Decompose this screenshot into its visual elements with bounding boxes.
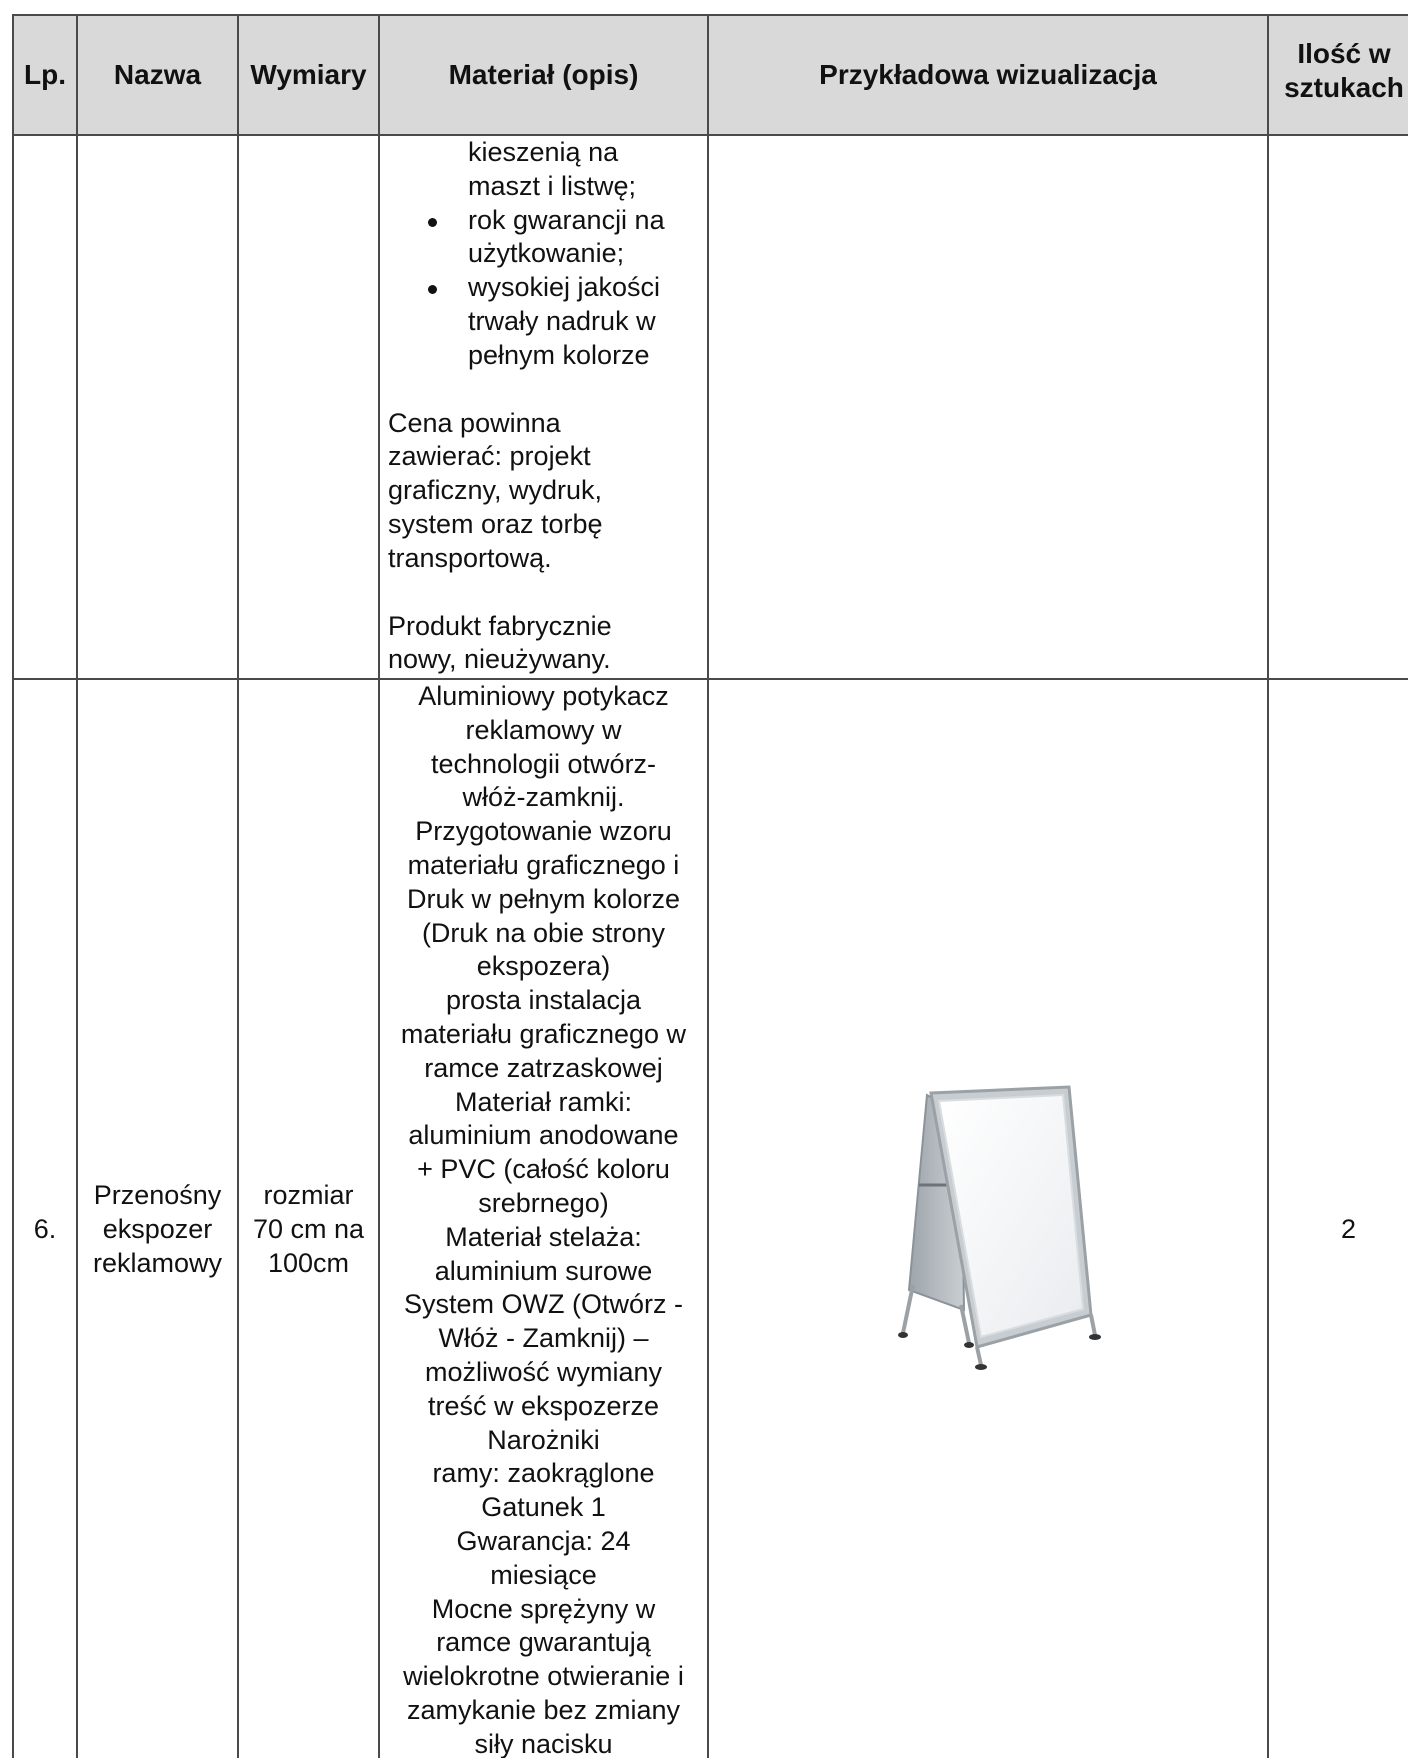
text-line: rok gwarancji na [468,204,665,235]
text-line: trwały nadruk w [468,305,656,336]
row1-wymiary-cell [238,135,379,679]
text-line: możliwość wymiany [424,1356,663,1387]
text-line: reklamowy w [465,714,622,745]
table-row [13,135,1408,679]
row1-material-list [388,136,699,373]
text-line: aluminium surowe [434,1255,653,1286]
text-line: ekspozer [102,1214,213,1245]
text-line: transportową. [388,542,552,573]
row1-nazwa-cell [77,135,238,679]
text-line: włóż-zamknij. [462,782,625,813]
text-line: Cena powinna [388,407,561,438]
text-line: System OWZ (Otwórz - [404,1289,683,1320]
text-line: treść w ekspozerze [427,1390,660,1421]
product-paragraph [388,610,699,678]
text-line: Mocne sprężyny w [431,1593,656,1624]
text-line: wielokrotne otwieranie i [403,1661,684,1692]
row2-material-cell [379,679,708,1758]
header-lp: Lp. [13,15,77,135]
a-frame-stand-image [869,1085,1129,1375]
text-line: maszt i listwę; [468,170,637,201]
text-line: Włóż - Zamknij) – [438,1323,649,1354]
header-wizualizacja: Przykładowa wizualizacja [708,15,1268,135]
header-material: Materiał (opis) [379,15,708,135]
text-line: (Druk na obie strony [421,917,666,948]
text-line: srebrnego) [478,1187,609,1218]
header-ilosc-text: Ilość w sztukach [1284,38,1404,103]
row2-lp-cell: 6. [13,679,77,1758]
row2-wizualizacja-cell [708,679,1268,1758]
list-item [468,204,699,272]
text-line: zawierać: projekt [388,441,591,472]
table-header-row [13,15,1408,135]
text-line: zamykanie bez zmiany [406,1694,681,1725]
text-line: Produkt fabrycznie [388,610,612,641]
text-line: użytkowanie; [468,238,625,269]
row1-ilosc-cell [1268,135,1408,679]
text-line: prosta instalacja [445,985,642,1016]
text-line: materiału graficznego i [407,849,680,880]
text-line: nowy, nieużywany. [388,644,611,675]
text-line: reklamowy [92,1247,223,1278]
text-line: technologii otwórz- [430,748,657,779]
text-line: Przenośny [93,1180,222,1211]
text-line: + PVC (całość koloru [417,1154,670,1185]
text-line: ramce gwarantują [436,1627,651,1658]
text-line: Narożniki [487,1424,600,1455]
quantity-value: 2 [1341,1214,1357,1245]
text-line: ramy: zaokrąglone [432,1458,655,1489]
text-line: Druk w pełnym kolorze [406,883,681,914]
text-line: Gwarancja: 24 [456,1525,631,1556]
text-line: Materiał stelaża: [445,1221,642,1252]
row2-material-text [384,680,703,1758]
row2-ilosc-cell [1268,679,1408,1758]
text-line: aluminium anodowane [408,1120,679,1151]
text-line: Przygotowanie wzoru [415,816,672,847]
text-line: system oraz torbę [388,508,603,539]
row1-material-cell [379,135,708,679]
row1-wizualizacja-cell [708,135,1268,679]
price-paragraph [388,407,699,576]
row2-wymiary-cell [238,679,379,1758]
header-wymiary: Wymiary [238,15,379,135]
text-line: siły nacisku [474,1728,613,1758]
text-line: pełnym kolorze [468,339,650,370]
text-line: rozmiar [263,1180,354,1211]
specification-table [12,14,1408,1758]
text-line: Aluminiowy potykacz [418,681,669,711]
table-row [13,679,1408,1758]
text-line: kieszenią na [468,137,619,167]
text-line: 70 cm na [252,1214,365,1245]
row2-nazwa-cell [77,679,238,1758]
text-line: ramce zatrzaskowej [424,1052,663,1083]
list-item [468,271,699,372]
list-item [468,136,699,204]
text-line: Gatunek 1 [481,1492,606,1523]
text-line: graficzny, wydruk, [388,475,603,506]
row1-lp-cell [13,135,77,679]
header-ilosc [1268,15,1408,135]
header-nazwa: Nazwa [77,15,238,135]
text-line: Materiał ramki: [454,1086,633,1117]
text-line: materiału graficznego w [400,1018,687,1049]
text-line: wysokiej jakości [468,272,661,303]
text-line: ekspozera) [476,951,611,982]
text-line: miesiące [490,1559,597,1590]
text-line: 100cm [267,1247,350,1278]
